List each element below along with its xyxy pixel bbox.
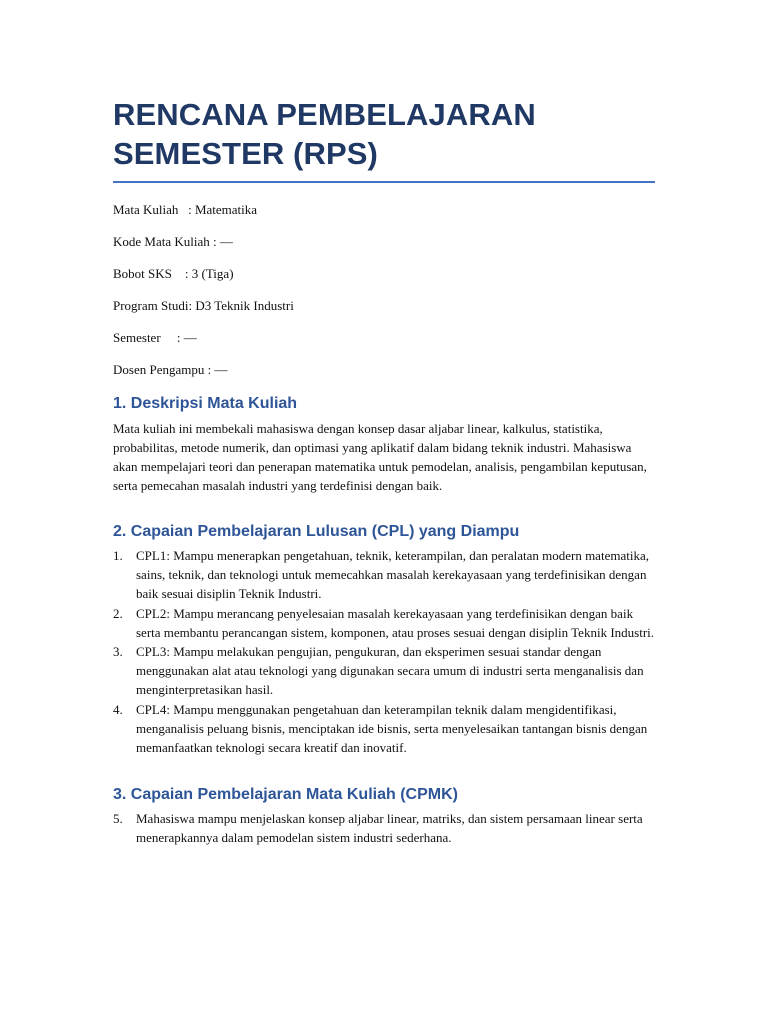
list-item: [113, 546, 655, 604]
credit-weight-line: Bobot SKS : 3 (Tiga): [113, 266, 234, 281]
list-item: [113, 809, 655, 847]
cpmk-list: [113, 809, 655, 847]
lecturer-line: Dosen Pengampu : —: [113, 362, 228, 377]
section-heading: 2. Capaian Pembelajaran Lulusan (CPL) yang Diampu: [113, 523, 520, 540]
semester-line: Semester : —: [113, 330, 197, 345]
list-item-text: CPL2: Mampu merancang penyelesaian masalah kerekayasaan yang terdefinisikan dengan baik serta membantu perancangan sistem, komponen, atau proses sesuai dengan disiplin Teknik Industri.: [136, 605, 655, 640]
list-number: 2.: [113, 605, 123, 621]
title-underline: [113, 181, 655, 183]
section-heading: 1. Deskripsi Mata Kuliah: [113, 395, 298, 412]
study-program-line: Program Studi: D3 Teknik Industri: [113, 298, 294, 313]
list-number: 5.: [113, 811, 123, 827]
list-item: [113, 700, 655, 758]
list-item-text: CPL4: Mampu menggunakan pengetahuan dan keterampilan teknik dalam mengidentifikasi, menganalisis peluang bisnis, menciptakan ide bisnis, serta menyelesaikan tantangan bisnis dengan memanfaatkan teknologi secara kreatif dan inovatif.: [136, 701, 648, 756]
course-name-line: Mata Kuliah : Matematika: [113, 202, 258, 217]
list-item: [113, 604, 655, 642]
list-item-text: Mahasiswa mampu menjelaskan konsep aljabar linear, matriks, dan sistem persamaan linear serta menerapkannya dalam pemodelan sistem industri sederhana.: [136, 811, 643, 846]
section-heading: 3. Capaian Pembelajaran Mata Kuliah (CPMK): [113, 786, 458, 804]
list-number: 1.: [113, 548, 123, 563]
cpl-list: [113, 546, 655, 757]
list-item: [113, 642, 655, 700]
section-graduate-learning-outcomes: [113, 522, 655, 757]
section-course-description: [113, 394, 655, 495]
description-paragraph: Mata kuliah ini membekali mahasiswa dengan konsep dasar aljabar linear, kalkulus, statistika, probabilitas, metode numerik, dan optimasi yang aplikatif dalam bidang teknik industri. Mahasiswa akan mempelajari teori dan penerapan matematika untuk pemodelan, analisis, pengambilan keputusan, serta pemecahan masalah industri yang terdefinisi dengan baik.: [113, 421, 647, 493]
list-item-text: CPL3: Mampu melakukan pengujian, pengukuran, dan eksperimen sesuai standar dengan menggunakan alat atau teknologi yang digunakan secara umum di industri serta menganalisis dan menginterpretasikan hasil.: [136, 644, 644, 698]
document-title: RENCANA PEMBELAJARAN SEMESTER (RPS): [113, 97, 536, 171]
document-page: [113, 0, 655, 848]
section-course-learning-outcomes: [113, 785, 655, 847]
list-number: 4.: [113, 701, 123, 717]
list-number: 3.: [113, 644, 123, 660]
course-code-line: Kode Mata Kuliah : —: [113, 234, 233, 249]
list-item-text: CPL1: Mampu menerapkan pengetahuan, teknik, keterampilan, dan peralatan modern matematika, sains, teknik, dan teknologi untuk memecahkan masalah kerekayasaan yang terdefinisikan dengan baik sesuai disiplin Teknik Industri.: [136, 548, 649, 602]
course-info-block: [113, 202, 655, 378]
